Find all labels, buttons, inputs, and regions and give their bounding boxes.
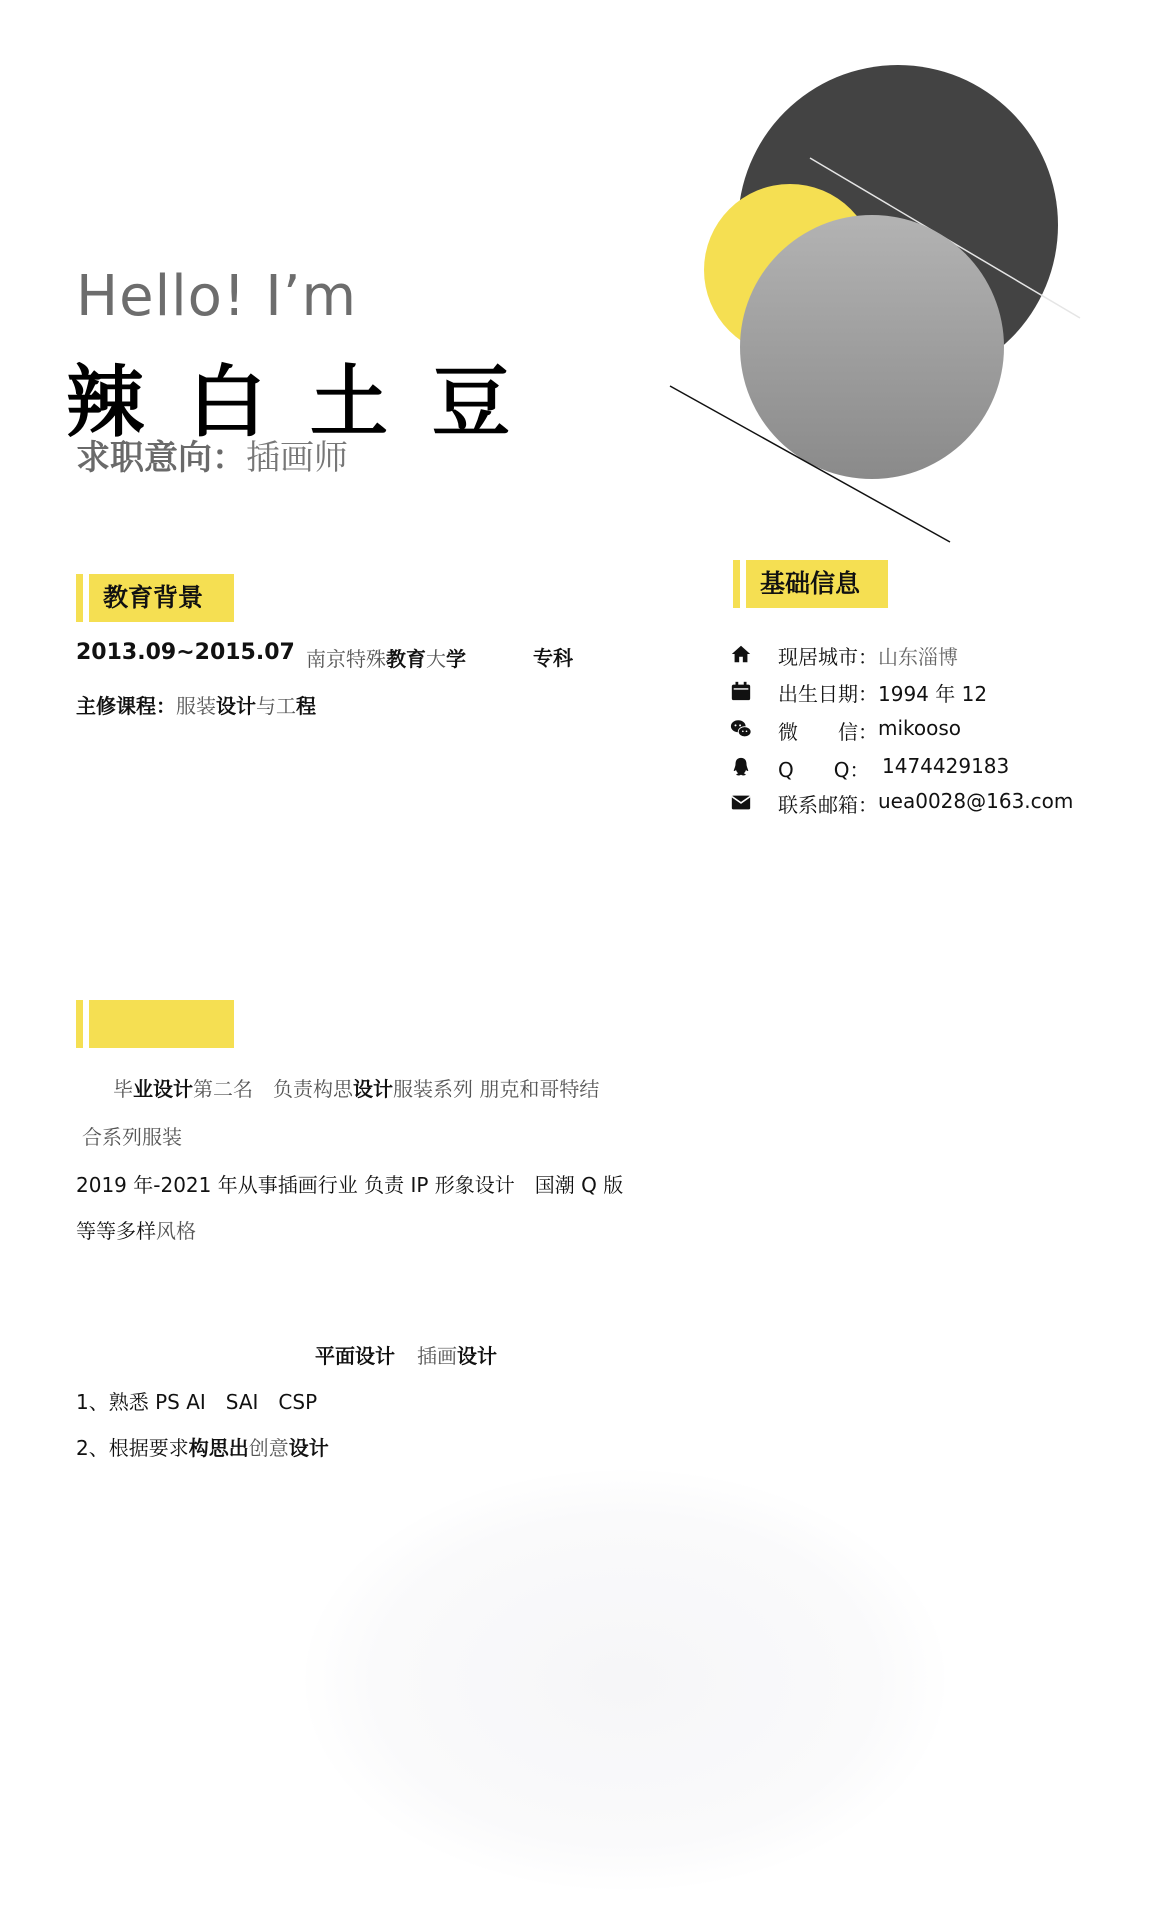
info-label: Q Q：	[778, 758, 870, 782]
education-header	[76, 574, 236, 622]
skill-item-2	[76, 1432, 329, 1461]
skills-title-text: 插画	[417, 1344, 457, 1368]
info-value: 山东淄博	[878, 645, 958, 669]
exp-text: 服装系列 朋克和哥特结	[393, 1077, 600, 1101]
info-value: 1474429183	[882, 754, 1010, 778]
education-school	[306, 643, 466, 672]
skills-title-text: 平面设计	[315, 1344, 395, 1368]
experience-header	[76, 1000, 236, 1048]
basic-info-title: 基础信息	[760, 569, 861, 598]
course-text: 与工	[256, 694, 296, 718]
experience-line-1	[113, 1073, 599, 1102]
info-value: uea0028@163.com	[878, 789, 1074, 813]
experience-line-2: 合系列服装	[82, 1125, 182, 1149]
info-label: 微 信：	[778, 720, 878, 744]
education-title: 教育背景	[103, 583, 204, 612]
course-text-bold: 设计	[216, 694, 256, 718]
course-text-bold: 程	[296, 694, 316, 718]
section-label-box	[746, 560, 888, 608]
section-bar	[76, 1000, 83, 1048]
exp-text: 插画行业 负责 IP 形象	[277, 1173, 475, 1197]
course-label: 主修课程：	[76, 694, 176, 718]
exp-text-bold: 业设计	[133, 1077, 193, 1101]
qq-icon	[730, 756, 752, 778]
info-label: 现居城市：	[778, 645, 878, 669]
education-entry	[76, 640, 573, 671]
job-intent	[76, 430, 348, 479]
calendar-icon	[730, 680, 752, 702]
info-label: 联系邮箱：	[778, 793, 878, 817]
info-value: 1994 年 12	[878, 682, 988, 706]
exp-text: 国潮 Q 版	[534, 1173, 624, 1197]
exp-text: 设计	[474, 1173, 535, 1197]
school-text-bold: 学	[446, 647, 466, 671]
school-text: 大	[426, 647, 446, 671]
exp-text: 等等多样	[76, 1219, 156, 1243]
info-value: mikooso	[878, 716, 962, 740]
basic-info-header	[733, 560, 893, 608]
school-text: 南京特殊	[306, 647, 386, 671]
faint-background-circle	[305, 1470, 945, 1890]
exp-text: 毕	[113, 1077, 133, 1101]
education-degree: 专科	[533, 646, 573, 670]
skill-text-bold: 设计	[288, 1436, 329, 1460]
section-bar	[76, 574, 83, 622]
skills-title	[315, 1340, 497, 1369]
skill-item-1: 1、熟悉 PS AI SAI CSP	[76, 1390, 318, 1414]
skill-text: 2、根据要求	[76, 1436, 189, 1460]
section-label-box	[89, 574, 234, 622]
greeting: Hello! I’m	[76, 264, 358, 329]
info-label: 出生日期：	[778, 682, 878, 706]
experience-line-4	[76, 1215, 196, 1244]
education-courses	[76, 690, 316, 719]
exp-text: 2019 年-2021 年从事	[76, 1173, 278, 1197]
skill-text-bold: 出	[228, 1436, 249, 1460]
exp-text-bold: 设计	[353, 1077, 393, 1101]
exp-text: 第二名 负责构思	[193, 1077, 353, 1101]
course-text: 服装	[176, 694, 216, 718]
mail-icon	[730, 791, 752, 813]
wechat-icon	[730, 718, 752, 740]
skills-title-text: 设计	[457, 1344, 497, 1368]
gray-circle	[740, 215, 1004, 479]
experience-line-3	[76, 1169, 623, 1198]
school-text-bold: 教育	[386, 647, 426, 671]
home-icon	[730, 643, 752, 665]
job-intent-label: 求职意向：	[76, 438, 246, 478]
exp-text: 风格	[156, 1219, 196, 1243]
section-bar	[733, 560, 740, 608]
section-label-box	[89, 1000, 234, 1048]
job-intent-value: 插画师	[246, 438, 348, 478]
skill-text-bold: 构思	[188, 1436, 229, 1460]
education-date: 2013.09~2015.07	[76, 640, 295, 665]
name-title: 辣白土豆	[66, 358, 555, 448]
skill-text: 创意	[248, 1436, 289, 1460]
decorative-circles	[640, 30, 1100, 550]
